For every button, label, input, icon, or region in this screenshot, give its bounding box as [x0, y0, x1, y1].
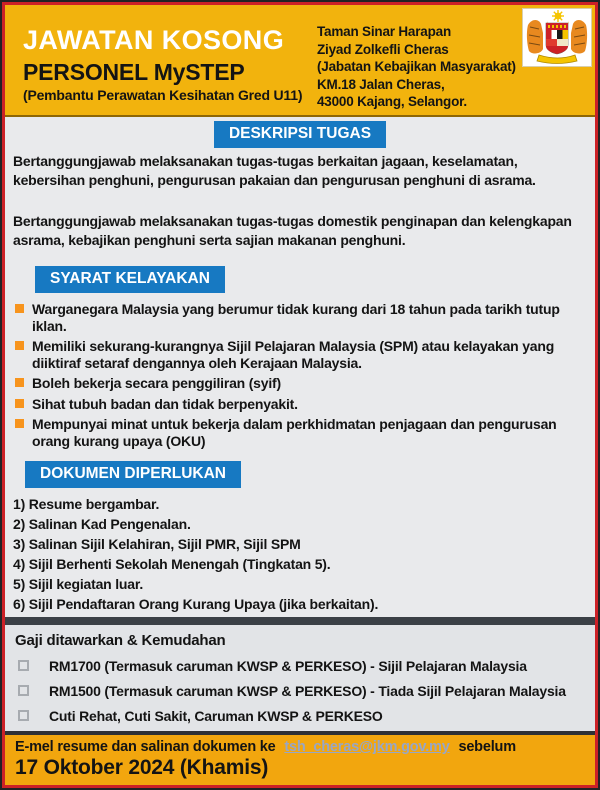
address-line: Taman Sinar Harapan — [317, 24, 451, 39]
gaji-item-text: RM1500 (Termasuk caruman KWSP & PERKESO) - Tiada Sijil Pelajaran Malaysia — [49, 683, 566, 699]
address-line: 43000 Kajang, Selangor. — [317, 94, 467, 110]
syarat-item — [15, 338, 583, 371]
header — [5, 5, 595, 117]
syarat-item-text: Mempunyai minat untuk bekerja dalam perkhidmatan penjagaan dan pengurusan orang kurang upaya (OKU) — [32, 416, 557, 449]
gaji-item — [15, 679, 587, 704]
syarat-item — [15, 375, 583, 392]
syarat-item-text: Boleh bekerja secara penggiliran (syif) — [32, 375, 281, 391]
footer-instruction — [15, 739, 595, 755]
coat-of-arms-icon — [523, 9, 591, 66]
gaji-item-text: Cuti Rehat, Cuti Sakit, Caruman KWSP & PERKESO — [49, 708, 383, 724]
deskripsi-tugas-heading: DESKRIPSI TUGAS — [214, 121, 386, 148]
application-deadline: 17 Oktober 2024 (Khamis) — [15, 756, 269, 779]
bullet-square-icon — [15, 304, 24, 313]
bullet-square-icon — [15, 419, 24, 428]
deskripsi-paragraph-2: Bertanggungjawab melaksanakan tugas-tugas domestik penginapan dan kelengkapan asrama, kebajikan penghuni serta sajian makanan penghuni. — [13, 213, 572, 248]
dokumen-item: 3) Salinan Sijil Kelahiran, Sijil PMR, Sijil SPM — [13, 536, 301, 552]
checkbox-icon — [18, 710, 29, 721]
poster-title: JAWATAN KOSONG — [23, 25, 285, 55]
dokumen-item: 2) Salinan Kad Pengenalan. — [13, 516, 191, 532]
syarat-item — [15, 416, 583, 449]
gaji-heading: Gaji ditawarkan & Kemudahan — [15, 632, 226, 649]
syarat-item — [15, 396, 583, 413]
address-line: Ziyad Zolkefli Cheras — [317, 41, 449, 57]
syarat-kelayakan-heading: SYARAT KELAYAKAN — [35, 266, 225, 293]
dokumen-item: 5) Sijil kegiatan luar. — [13, 576, 144, 592]
syarat-item-text: Memiliki sekurang-kurangnya Sijil Pelajaran Malaysia (SPM) atau kelayakan yang diiktiraf setaraf dengannya oleh Kerajaan Malaysia. — [32, 338, 555, 371]
gaji-list — [15, 654, 587, 729]
footer — [5, 731, 595, 785]
poster-body — [5, 117, 595, 617]
address-line: KM.18 Jalan Cheras, — [317, 76, 445, 92]
bullet-square-icon — [15, 341, 24, 350]
bullet-square-icon — [15, 378, 24, 387]
dokumen-item: 1) Resume bergambar. — [13, 496, 160, 512]
dokumen-item: 4) Sijil Berhenti Sekolah Menengah (Tingkatan 5). — [13, 556, 331, 572]
section-divider — [5, 617, 595, 625]
gaji-item-text: RM1700 (Termasuk caruman KWSP & PERKESO) - Sijil Pelajaran Malaysia — [49, 658, 527, 674]
dokumen-item: 6) Sijil Pendaftaran Orang Kurang Upaya (jika berkaitan). — [13, 596, 379, 612]
dokumen-diperlukan-heading: DOKUMEN DIPERLUKAN — [25, 461, 241, 488]
footer-text-after: sebelum — [458, 739, 516, 755]
gaji-item — [15, 654, 587, 679]
header-title-block — [23, 25, 302, 103]
gaji-section — [5, 625, 595, 731]
footer-text-before: E-mel resume dan salinan dokumen ke — [15, 739, 276, 755]
malaysia-coat-of-arms-logo — [522, 8, 592, 67]
syarat-item-text: Warganegara Malaysia yang berumur tidak kurang dari 18 tahun pada tarikh tutup iklan. — [32, 301, 560, 334]
organisation-address — [317, 23, 516, 111]
syarat-list — [15, 301, 583, 449]
checkbox-icon — [18, 660, 29, 671]
job-grade: (Pembantu Perawatan Kesihatan Gred U11) — [23, 87, 303, 103]
bullet-square-icon — [15, 399, 24, 408]
email-link[interactable]: tsh_cheras@jkm.gov.my — [284, 739, 450, 755]
syarat-item — [15, 301, 583, 334]
deskripsi-banner-row — [5, 121, 595, 148]
syarat-item-text: Sihat tubuh badan dan tidak berpenyakit. — [32, 395, 298, 412]
deskripsi-paragraph-1: Bertanggungjawab melaksanakan tugas-tugas berkaitan jagaan, keselamatan, kebersihan penghuni, pengurusan pakaian dan pengurusan penghuni di asrama. — [13, 153, 536, 188]
job-position: PERSONEL MySTEP — [23, 59, 245, 85]
dokumen-list — [13, 494, 585, 634]
poster-frame — [2, 2, 598, 788]
gaji-item — [15, 704, 587, 729]
address-line: (Jabatan Kebajikan Masyarakat) — [317, 59, 516, 75]
checkbox-icon — [18, 685, 29, 696]
